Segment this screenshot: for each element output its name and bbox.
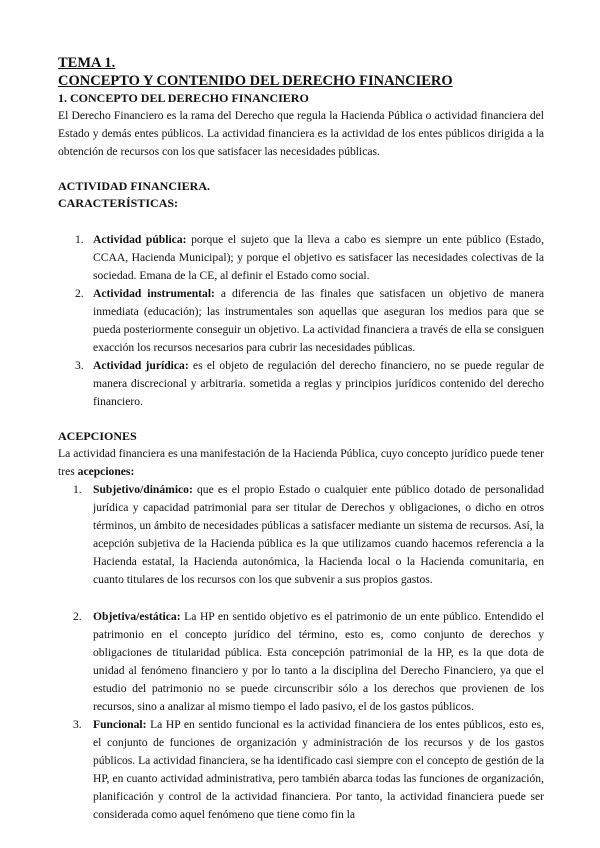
item-number: 3. bbox=[73, 718, 82, 731]
item-text: La HP en sentido funcional es la actividad financiera de los entes públicos, esto es, el conjunto de funciones de organización y administración de los recursos y de los gastos públicos. La actividad financiera, se ha identificado casi siempre con el concepto de gestión de la HP, en cuanto actividad administrativa, pero también abarca todas las funciones de organización, planificación y control de la actividad financiera. Por tanto, la actividad financiera puede ser considerada como aquel fenómeno que tiene como fin la bbox=[93, 718, 545, 821]
caracteristicas-list bbox=[58, 231, 544, 411]
caracteristicas-heading: CARACTERÍSTICAS: bbox=[58, 196, 179, 210]
acepciones-intro-bold: acepciones: bbox=[77, 465, 135, 478]
list-item bbox=[58, 608, 544, 716]
item-term: Subjetivo/dinámico: bbox=[93, 483, 193, 496]
item-number: 3. bbox=[75, 359, 84, 372]
item-term: Actividad instrumental: bbox=[93, 287, 215, 300]
acepciones-intro bbox=[58, 445, 544, 481]
tema-heading: TEMA 1. bbox=[58, 55, 116, 71]
list-item bbox=[58, 716, 544, 824]
acepciones-list bbox=[58, 481, 544, 824]
item-text: que es el propio Estado o cualquier ente público dotado de personalidad jurídica y capacidad patrimonial para ser titular de Derechos y obligaciones, o dicho en otros términos, un ámbito de necesidades públicas a satisfacer mediante un sistema de recursos. Así, la acepción subjetiva de la Hacienda pública es la que utilizamos cuando hacemos referencia a la Hacienda estatal, la Hacienda autonómica, la Hacienda local o la Hacienda comunitaria, en cuanto titulares de los recursos con los que subvenir a sus propios gastos. bbox=[93, 483, 544, 586]
page-title: CONCEPTO Y CONTENIDO DEL DERECHO FINANCIERO bbox=[58, 73, 453, 89]
actividad-heading: ACTIVIDAD FINANCIERA. bbox=[58, 179, 211, 193]
item-number: 1. bbox=[73, 483, 82, 496]
list-spacer bbox=[58, 589, 544, 608]
item-text: es el objeto de regulación del derecho financiero, no se puede regular de manera discrecional y arbitraria. sometida a reglas y principios jurídicos contenido del derecho financiero. bbox=[93, 359, 544, 408]
list-item bbox=[58, 231, 544, 285]
item-term: Actividad pública: bbox=[93, 233, 187, 246]
item-term: Actividad jurídica: bbox=[93, 359, 189, 372]
acepciones-intro-text: La actividad financiera es una manifestación de la Hacienda Pública, cuyo concepto jurídico puede tener tres bbox=[58, 447, 544, 478]
item-term: Funcional: bbox=[93, 718, 147, 731]
item-term: Objetiva/estática: bbox=[93, 610, 181, 623]
item-number: 2. bbox=[73, 610, 82, 623]
section-heading: 1. CONCEPTO DEL DERECHO FINANCIERO bbox=[58, 91, 309, 105]
list-item bbox=[58, 357, 544, 411]
item-text: a diferencia de las finales que satisfacen un objetivo de manera inmediata (educación); las instrumentales son aquellas que aseguran los medios para que se pueda posteriormente conseguir un objetivo. La actividad financiera a través de ella se consiguen exacción los recursos necesarios para cubrir las necesidades públicas. bbox=[93, 287, 544, 354]
list-item bbox=[58, 285, 544, 357]
acepciones-heading: ACEPCIONES bbox=[58, 429, 137, 443]
document-page bbox=[58, 54, 544, 824]
item-number: 1. bbox=[75, 233, 84, 246]
intro-paragraph: El Derecho Financiero es la rama del Derecho que regula la Hacienda Pública o actividad financiera del Estado y demás entes públicos. La actividad financiera es la actividad de los entes públicos dirigida a la obtención de recursos con los que satisfacer las necesidades públicas. bbox=[58, 109, 544, 158]
item-number: 2. bbox=[75, 287, 84, 300]
item-text: La HP en sentido objetivo es el patrimonio de un ente público. Entendido el patrimonio en el concepto jurídico del término, esto es, como conjunto de derechos y obligaciones de titularidad pública. Esta concepción patrimonial de la HP, es la que dota de unidad al fenómeno financiero y por lo tanto a la disciplina del Derecho Financiero, ya que el estudio del patrimonio no se puede circunscribir sólo a los derechos que provienen de los recursos, sino a analizar al mismo tiempo el lado pasivo, el de los gastos públicos. bbox=[93, 610, 544, 713]
item-text: porque el sujeto que la lleva a cabo es siempre un ente público (Estado, CCAA, Hacienda Municipal); y porque el objetivo es satisfacer las necesidades colectivas de la sociedad. Emana de la CE, al definir el Estado como social. bbox=[93, 233, 544, 282]
list-item bbox=[58, 481, 544, 589]
